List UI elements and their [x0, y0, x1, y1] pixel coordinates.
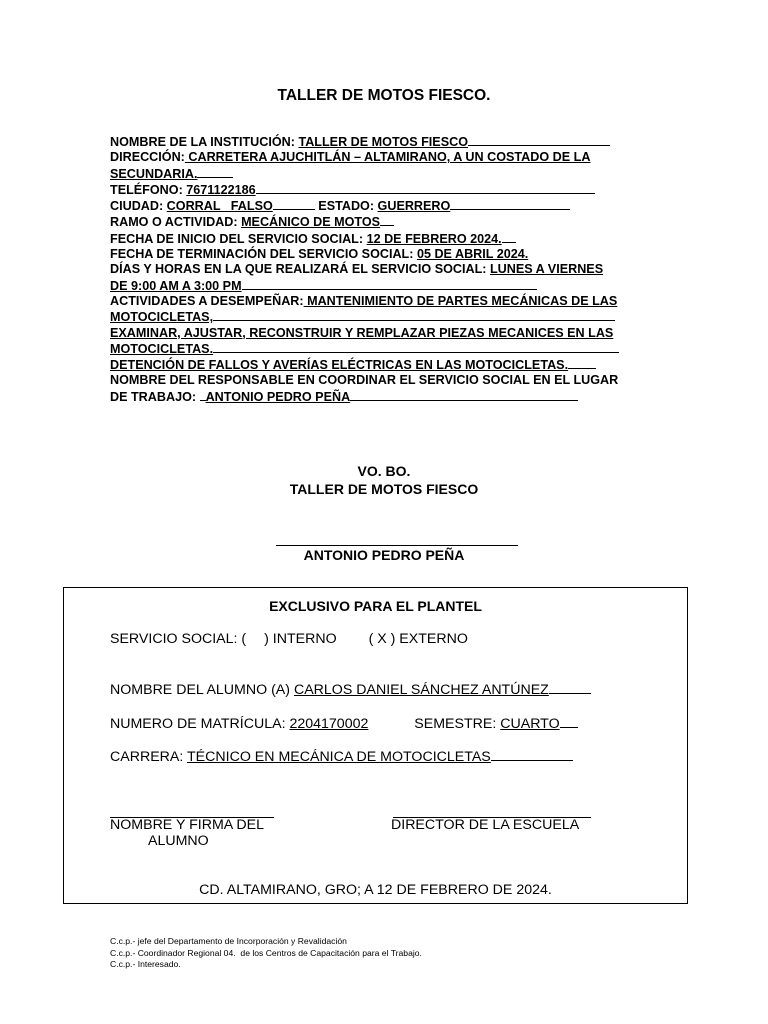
- estado-value: GUERRERO: [377, 199, 451, 214]
- vobo-institution: TALLER DE MOTOS FIESCO: [289, 481, 479, 497]
- dias-row-2: DE 9:00 AM A 3:00 PM: [110, 278, 690, 294]
- ccp-line: C.c.p.- Interesado.: [110, 959, 181, 969]
- plantel-box: [63, 587, 688, 904]
- responsable-row: NOMBRE DEL RESPONSABLE EN COORDINAR EL SERVICIO SOCIAL EN EL LUGAR: [110, 373, 619, 388]
- interno-option: ) INTERNO: [264, 631, 337, 647]
- place-date: CD. ALTAMIRANO, GRO; A 12 DE FEBRERO DE 2024.: [199, 882, 552, 898]
- actividades-row-3: EXAMINAR, AJUSTAR, RECONSTRUIR Y REMPLAZAR PIEZAS MECANICES EN LAS: [110, 325, 614, 340]
- fecha-inicio-row: FECHA DE INICIO DEL SERVICIO SOCIAL: 12 DE FEBRERO 2024.: [110, 231, 690, 247]
- document-title: TALLER DE MOTOS FIESCO.: [277, 87, 491, 104]
- actividades-row-4: MOTOCICLETAS.: [110, 341, 690, 357]
- actividades-row-2: MOTOCICLETAS,: [110, 309, 690, 325]
- actividades-row-5: DETENCIÓN DE FALLOS Y AVERÍAS ELÉCTRICAS EN LAS MOTOCICLETAS.: [110, 357, 690, 373]
- institution-info: [110, 134, 690, 405]
- carbon-copy-list: [110, 936, 422, 971]
- telefono-value: 7671122186: [186, 182, 256, 197]
- vobo-signer-name: ANTONIO PEDRO PEÑA: [303, 547, 465, 563]
- direccion-row-2: SECUNDARIA.: [110, 166, 690, 182]
- ramo-value: MECÁNICO DE MOTOS: [241, 215, 381, 230]
- direccion-value: CARRETERA AJUCHITLÁN – ALTAMIRANO, A UN COSTADO DE LA: [184, 150, 591, 165]
- responsable-value: ANTONIO PEDRO PEÑA: [205, 389, 351, 404]
- fecha-termino-value: 05 DE ABRIL 2024.: [416, 247, 529, 262]
- ciudad-value: CORRAL FALSO: [166, 199, 273, 214]
- ramo-row: RAMO O ACTIVIDAD: MECÁNICO DE MOTOS: [110, 214, 690, 230]
- matricula-row: NUMERO DE MATRÍCULA: 2204170002 SEMESTRE: CUARTO: [110, 715, 578, 732]
- responsable-row-2: DE TRABAJO: ANTONIO PEDRO PEÑA: [110, 389, 690, 405]
- vobo-label: VO. BO.: [357, 463, 411, 479]
- alumno-value: CARLOS DANIEL SÁNCHEZ ANTÚNEZ: [293, 682, 549, 698]
- nombre-row: NOMBRE DE LA INSTITUCIÓN: TALLER DE MOTOS FIESCO: [110, 134, 690, 150]
- direccion-row: DIRECCIÓN: CARRETERA AJUCHITLÁN – ALTAMIRANO, A UN COSTADO DE LA: [110, 150, 591, 165]
- externo-option: ( X ) EXTERNO: [368, 631, 468, 647]
- matricula-value: 2204170002: [289, 716, 369, 732]
- telefono-row: TELÉFONO: 7671122186: [110, 182, 690, 198]
- fecha-termino-row: FECHA DE TERMINACIÓN DEL SERVICIO SOCIAL: 05 DE ABRIL 2024.: [110, 247, 529, 262]
- vobo-block: [0, 462, 768, 498]
- vobo-signature-line: [276, 545, 518, 546]
- plantel-title: EXCLUSIVO PARA EL PLANTEL: [269, 598, 482, 614]
- carrera-value: TÉCNICO EN MECÁNICA DE MOTOCICLETAS: [187, 749, 491, 765]
- alumno-row: NOMBRE DEL ALUMNO (A) CARLOS DANIEL SÁNCHEZ ANTÚNEZ: [110, 681, 591, 698]
- ccp-line: C.c.p.- jefe del Departamento de Incorporación y Revalidación: [110, 936, 347, 946]
- fecha-inicio-value: 12 DE FEBRERO 2024.: [366, 231, 502, 246]
- semestre-value: CUARTO: [500, 716, 560, 732]
- actividades-row: ACTIVIDADES A DESEMPEÑAR: MANTENIMIENTO DE PARTES MECÁNICAS DE LAS: [110, 293, 618, 308]
- dias-row: DÍAS Y HORAS EN LA QUE REALIZARÁ EL SERVICIO SOCIAL: LUNES A VIERNES: [110, 262, 604, 277]
- director-signature-label: DIRECTOR DE LA ESCUELA: [391, 817, 580, 833]
- nombre-value: TALLER DE MOTOS FIESCO: [298, 135, 468, 149]
- carrera-row: CARRERA: TÉCNICO EN MECÁNICA DE MOTOCICLETAS: [110, 748, 573, 765]
- ciudad-row: CIUDAD: CORRAL FALSO ESTADO: GUERRERO: [110, 198, 690, 214]
- dias-value: LUNES A VIERNES: [489, 262, 604, 277]
- ccp-line: C.c.p.- Coordinador Regional 04. de los Centros de Capacitación para el Trabajo.: [110, 947, 422, 958]
- alumno-signature-label: NOMBRE Y FIRMA DEL ALUMNO: [110, 817, 264, 849]
- actividades-value: MANTENIMIENTO DE PARTES MECÁNICAS DE LAS: [303, 293, 618, 308]
- servicio-social-row: SERVICIO SOCIAL: ( ) INTERNO ( X ) EXTERNO: [110, 631, 468, 647]
